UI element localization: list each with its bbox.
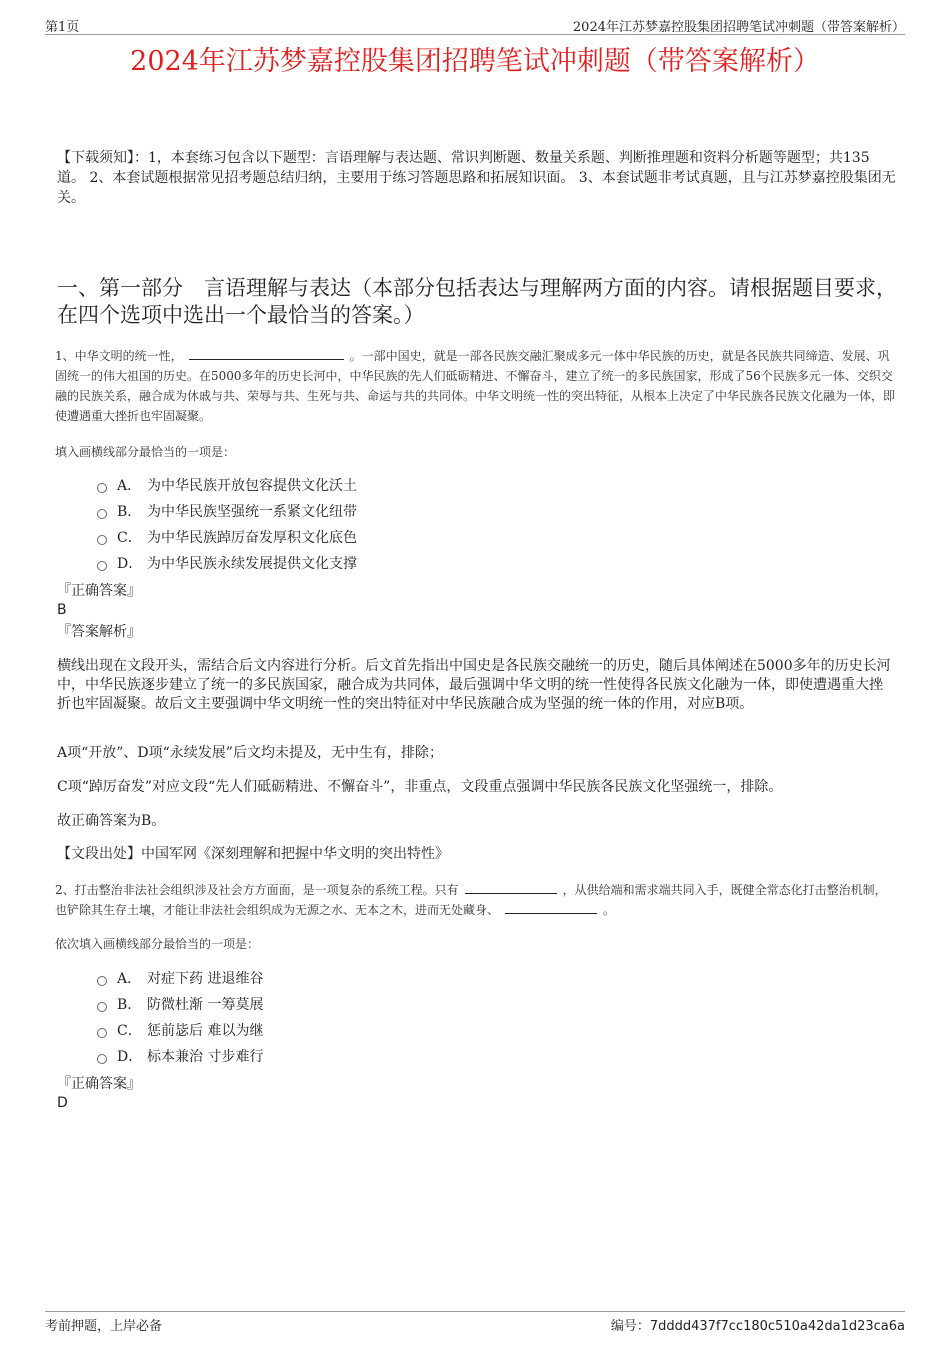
correct-answer-label: 『正确答案』 <box>57 1076 141 1092</box>
code-value: 7dddd437f7cc180c510a42da1d23ca6a <box>649 1319 905 1334</box>
document-code <box>611 1315 905 1334</box>
q2-option-a[interactable] <box>97 969 263 989</box>
analysis-paragraph: C项“踔厉奋发”对应文段“先人们砥砺精进、不懈奋斗”，非重点，文段重点强调中华民族各民族文化坚强统一，排除。 <box>57 779 783 795</box>
option-text: 对症下药 进退维谷 <box>147 971 264 987</box>
footer-slogan: 考前押题，上岸必备 <box>45 1319 163 1334</box>
answer-blank <box>189 349 344 360</box>
option-text: 标本兼治 寸步难行 <box>147 1049 264 1065</box>
radio-button[interactable] <box>97 1028 107 1038</box>
option-text: 惩前毖后 难以为继 <box>147 1023 264 1039</box>
page-number: 第1页 <box>45 20 80 35</box>
option-letter: A． <box>117 478 142 494</box>
option-text: 为中华民族开放包容提供文化沃土 <box>147 478 357 494</box>
analysis-label: 『答案解析』 <box>57 624 141 640</box>
radio-button[interactable] <box>97 561 107 571</box>
section-heading: 一、第一部分 言语理解与表达（本部分包括表达与理解两方面的内容。请根据题目要求，在四个选项中选出一个最恰当的答案。） <box>57 276 897 327</box>
download-notice: 【下载须知】：1，本套练习包含以下题型：言语理解与表达题、常识判断题、数量关系题、判断推理题和资料分析题等题型；共135道。 2、本套试题根据常见招考题总结归纳，主要用于练习答题思路和拓展知识面。 3、本套试题非考试真题，且与江苏梦嘉控股集团无关。 <box>57 150 896 206</box>
answer-blank <box>465 883 557 894</box>
option-text: 防微杜渐 一筹莫展 <box>147 997 264 1013</box>
radio-button[interactable] <box>97 976 107 986</box>
option-letter: C． <box>117 1023 142 1039</box>
radio-button[interactable] <box>97 535 107 545</box>
question-1-prompt: 填入画横线部分最恰当的一项是： <box>55 445 236 459</box>
question-1-stem <box>55 346 895 426</box>
radio-button[interactable] <box>97 1054 107 1064</box>
radio-button[interactable] <box>97 1002 107 1012</box>
option-letter: C． <box>117 530 142 546</box>
analysis-paragraph: 横线出现在文段开头，需结合后文内容进行分析。后文首先指出中国史是各民族交融统一的历史，随后具体阐述在5000多年的历史长河中，中华民族逐步建立了统一的多民族国家，融合成为共同体，最后强调中华文明的统一性使得各民族文化融为一体，即使遭遇重大挫折也牢固凝聚。故后文主要强调中华文明统一性的突出特征对中华民族融合成为坚强的统一体的作用，对应B项。 <box>57 658 891 712</box>
q2-option-d[interactable] <box>97 1047 263 1067</box>
correct-answer: B <box>57 602 67 618</box>
document-title: 2024年江苏梦嘉控股集团招聘笔试冲刺题（带答案解析） <box>130 46 820 77</box>
source-citation: 【文段出处】中国军网《深刻理解和把握中华文明的突出特性》 <box>57 846 449 862</box>
q2-option-b[interactable] <box>97 995 263 1015</box>
option-text: 为中华民族踔厉奋发厚积文化底色 <box>147 530 357 546</box>
option-letter: B． <box>117 504 142 520</box>
q2-option-c[interactable] <box>97 1021 263 1041</box>
option-letter: A． <box>117 971 142 987</box>
option-letter: D． <box>117 556 143 572</box>
question-2-stem-post: 。 <box>603 903 616 917</box>
question-2-prompt: 依次填入画横线部分最恰当的一项是： <box>55 937 260 951</box>
page-header <box>45 14 905 35</box>
question-2-stem <box>55 880 895 920</box>
option-text: 为中华民族永续发展提供文化支撑 <box>147 556 357 572</box>
question-1-stem-pre: 1、中华文明的统一性， <box>55 349 183 363</box>
option-letter: B． <box>117 997 142 1013</box>
header-doc-title: 2024年江苏梦嘉控股集团招聘笔试冲刺题（带答案解析） <box>572 20 905 35</box>
q1-option-c[interactable] <box>97 528 357 548</box>
analysis-conclusion: 故正确答案为B。 <box>57 813 166 829</box>
question-2-stem-mid: ，从供给端和需求端共同入手，既健全常态化打击整治机制，也铲除其生存土壤，才能让非法社会组织成为无源之水、无本之木，进而无处藏身、 <box>55 883 887 917</box>
q1-option-a[interactable] <box>97 476 357 496</box>
question-1-stem-post: 。一部中国史，就是一部各民族交融汇聚成多元一体中华民族的历史，就是各民族共同缔造、发展、巩固统一的伟大祖国的历史。在5000多年的历史长河中，中华民族的先人们砥砺精进、不懈奋斗，建立了统一的多民族国家，形成了56个民族多元一体、交织交融的民族关系，融合成为休戚与共、荣辱与共、生死与共、命运与共的共同体。中华文明统一性的突出特征，从根本上决定了中华民族各民族文化融为一体，即使遭遇重大挫折也牢固凝聚。 <box>55 349 896 423</box>
question-2-stem-pre: 2、打击整治非法社会组织涉及社会方方面面，是一项复杂的系统工程。只有 <box>55 883 459 897</box>
analysis-paragraph: A项“开放”、D项“永续发展”后文均未提及，无中生有，排除； <box>57 745 443 761</box>
radio-button[interactable] <box>97 483 107 493</box>
code-label: 编号： <box>610 1319 650 1334</box>
option-text: 为中华民族坚强统一系紧文化纽带 <box>147 504 357 520</box>
page-footer <box>45 1311 905 1334</box>
correct-answer: D <box>57 1095 68 1111</box>
option-letter: D． <box>117 1049 143 1065</box>
q1-option-b[interactable] <box>97 502 357 522</box>
answer-blank <box>505 903 597 914</box>
q1-option-d[interactable] <box>97 554 357 574</box>
radio-button[interactable] <box>97 509 107 519</box>
correct-answer-label: 『正确答案』 <box>57 583 141 599</box>
